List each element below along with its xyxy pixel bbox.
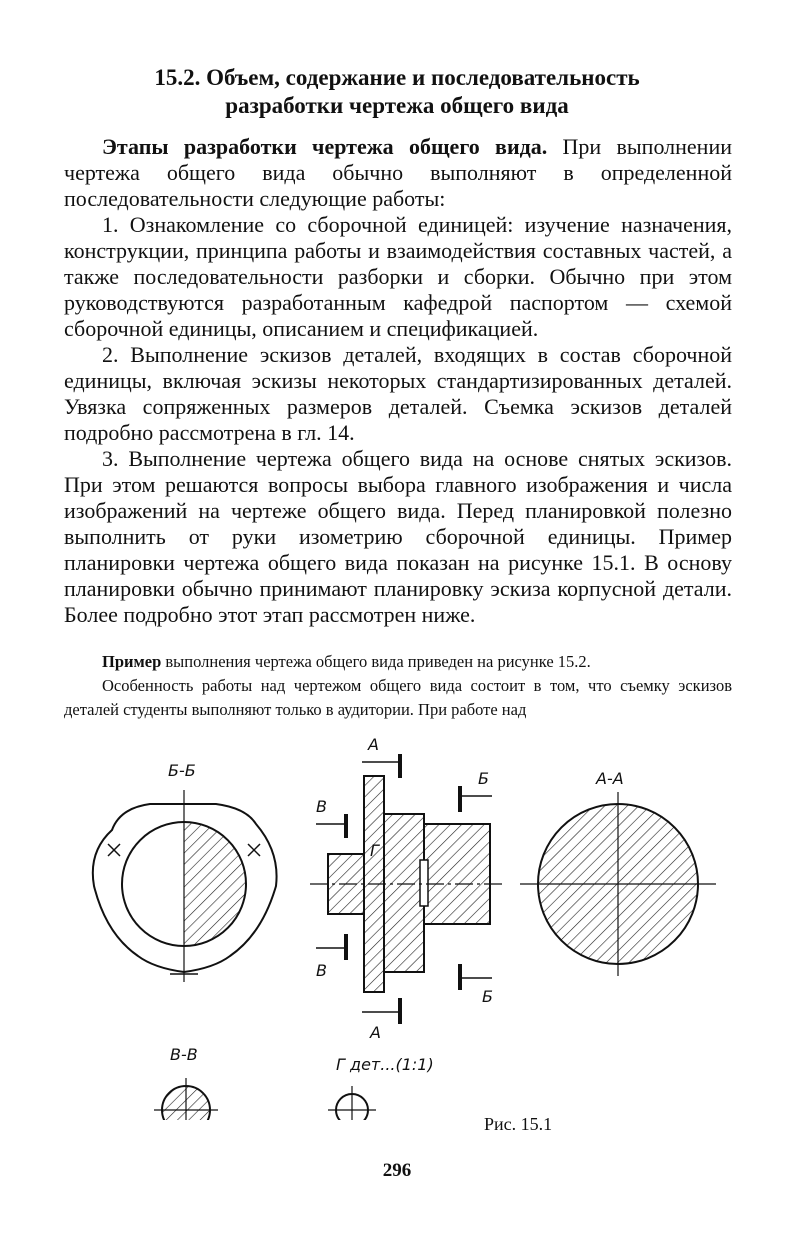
section-bb-view [93,761,277,982]
shaft-boss [424,824,490,924]
figure-caption: Рис. 15.1 [484,1114,553,1134]
step-1-paragraph: 1. Ознакомление со сборочной единицей: изучение назначения, конструкции, принципа работы и взаимодействия составных частей, а также последовательности разборки и сборки. Обычно при этом руководствуются разработанным кафедрой паспортом — схемой сборочной единицы, описанием и спецификацией. [64,212,732,341]
cut-a-top-label: А [368,735,379,754]
cut-v-top-label: В [316,797,327,816]
cut-b-top-label: Б [478,769,489,788]
example-bold-lead: Пример [102,652,162,671]
section-aa-view [520,769,716,976]
cut-b-bottom-label: Б [482,987,493,1006]
detail-g-label: Г дет...(1:1) [336,1055,434,1074]
figure-15-1 [0,720,794,1120]
section-title [60,64,734,120]
step-3-paragraph: 3. Выполнение чертежа общего вида на основе снятых эскизов. При этом решаются вопросы выбора главного изображения и числа изображений на чертеже общего вида. Перед планировкой полезно выполнить от руки изометрию сборочной единицы. Пример планировки чертежа общего вида показан на рисунке 15.1. В основу планировки обычно принимают планировку эскиза корпусной детали. Более подробно этот этап рассмотрен ниже. [64,446,732,627]
example-text: выполнения чертежа общего вида приведен на рисунке 15.2. [161,652,591,671]
step-2-paragraph: 2. Выполнение эскизов деталей, входящих в состав сборочной единицы, включая эскизы некоторых стандартизированных деталей. Увязка сопряженных размеров деталей. Съемка эскизов деталей подробно рассмотрена в гл. 14. [64,342,732,445]
section-aa-label: А-А [596,769,624,788]
intro-bold-lead: Этапы разработки чертежа общего вида. [102,134,548,159]
example-paragraph [64,650,732,674]
note-paragraph: Особенность работы над чертежом общего вида состоит в том, что съемку эскизов деталей студенты выполняют только в аудитории. При работе над [64,676,732,719]
intro-text: При выполнении чертежа общего вида обычно выполняют в определенной последовательности следующие работы: [64,134,732,211]
detail-g-mark: Г [370,841,379,860]
section-vv-label: В-В [170,1045,198,1064]
hub-body [384,814,424,972]
note-text [64,650,732,722]
main-text [64,134,732,628]
section-vv-view [154,1045,218,1120]
page-number: 296 [382,1160,412,1181]
main-section-view [310,735,504,1042]
section-bb-label: Б-Б [168,761,196,780]
detail-g-view [328,1055,434,1120]
groove [420,860,428,906]
intro-paragraph [64,134,732,212]
section-title-line2: разработки чертежа общего вида [225,93,569,118]
cut-a-bottom-label: А [370,1023,381,1042]
section-title-line1: 15.2. Объем, содержание и последовательность [154,65,640,90]
cut-v-bottom-label: В [316,961,327,980]
